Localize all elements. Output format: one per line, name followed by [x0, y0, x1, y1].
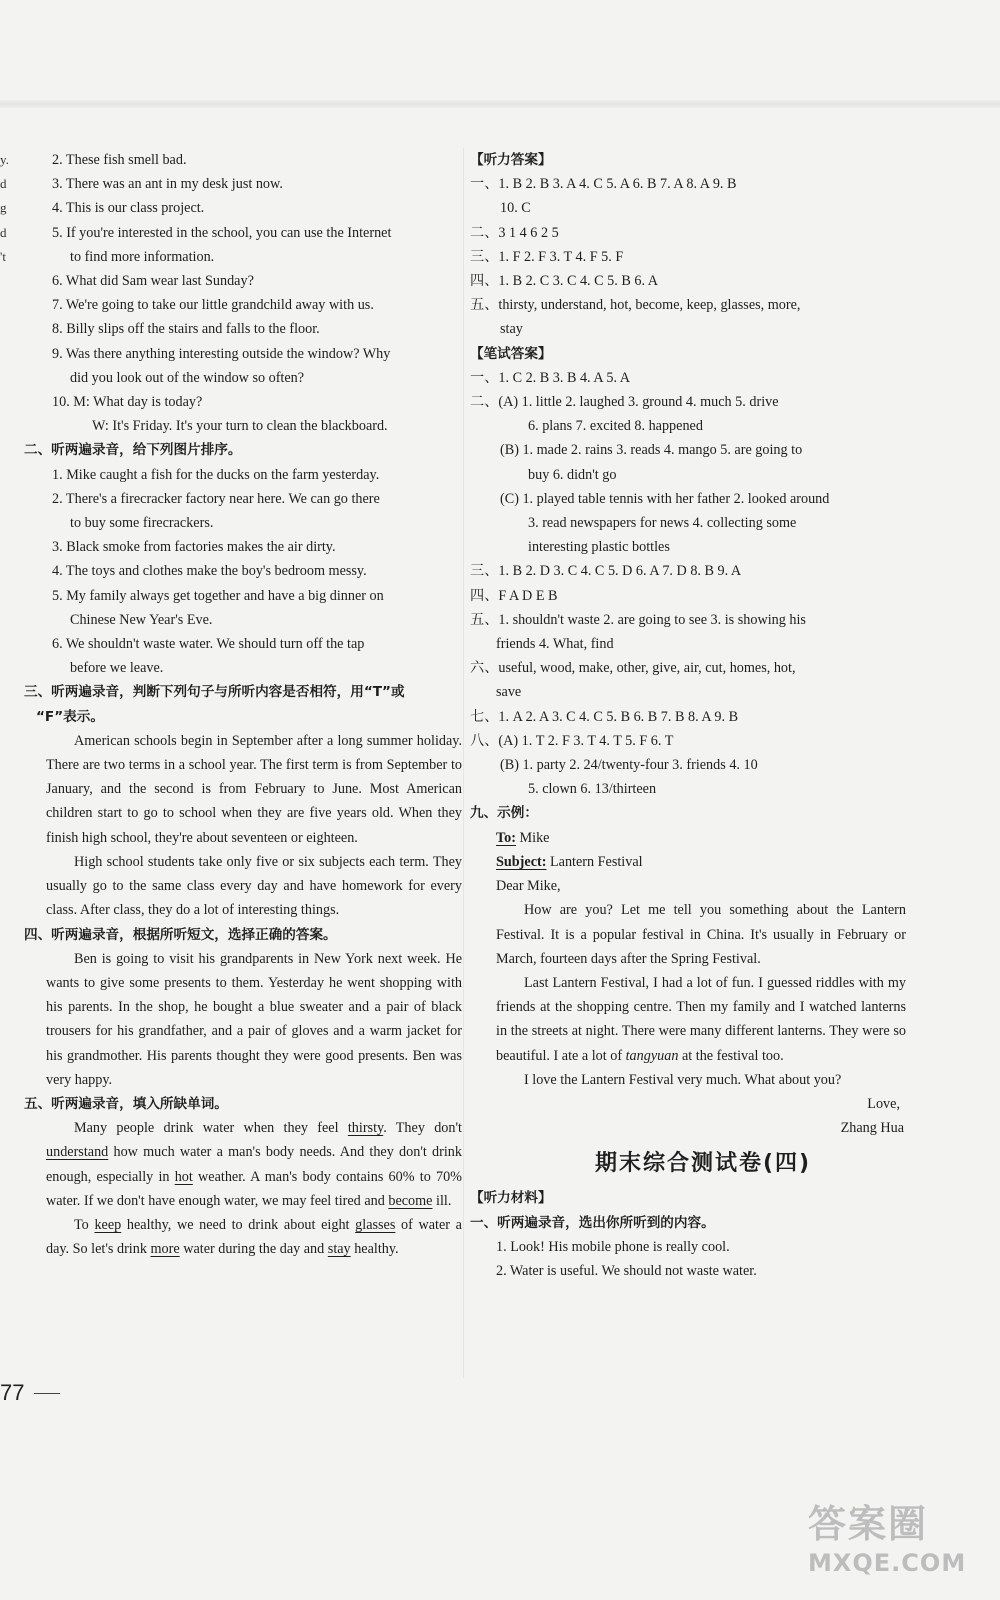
margin-edge-letters: [0, 148, 10, 269]
transcript-line: 5. If you're interested in the school, you can use the Internet: [52, 224, 392, 241]
answer-line: 二、3 1 4 6 2 5: [470, 224, 559, 241]
answer-line: 三、1. B 2. D 3. C 4. C 5. D 6. A 7. D 8. B 9. A: [470, 563, 742, 580]
italic-word: tangyuan: [625, 1047, 679, 1064]
watermark-logo: 答案圈: [808, 1502, 929, 1546]
text-run: healthy.: [350, 1241, 399, 1258]
watermark-url: MXQE.COM: [808, 1549, 967, 1577]
list-item: 5. My family always get together and have a big dinner on: [52, 587, 384, 604]
transcript-line: 4. This is our class project.: [52, 200, 205, 217]
answer-line: 一、1. C 2. B 3. B 4. A 5. A: [470, 369, 631, 386]
answer-line: 二、(A) 1. little 2. laughed 3. ground 4. much 5. drive: [470, 394, 779, 411]
email-to-label: To:: [496, 829, 516, 846]
answer-line: stay: [500, 321, 523, 338]
answer-line: (B) 1. made 2. rains 3. reads 4. mango 5. are going to: [500, 442, 803, 459]
edge-letter: g: [0, 200, 7, 216]
email-subject: [470, 850, 906, 874]
section-heading-5: 五、听两遍录音，填入所缺单词。: [24, 1095, 228, 1112]
text-run: how much water a man's body needs. And they don't drink enough, especially in: [46, 1144, 462, 1185]
transcript-line: 2. These fish smell bad.: [52, 152, 187, 168]
list-item: to buy some firecrackers.: [70, 515, 214, 532]
transcript-line: W: It's Friday. It's your turn to clean the blackboard.: [92, 418, 388, 435]
letter-paragraph: [470, 971, 906, 1068]
text-run: Many people drink water when they feel: [74, 1120, 348, 1137]
answer-line: 10. C: [500, 200, 531, 217]
listening-material-heading: 【听力材料】: [470, 1190, 552, 1207]
page-header-rule: [0, 100, 1000, 108]
email-subject-label: Subject:: [496, 853, 547, 870]
text-run: at the festival too.: [678, 1047, 784, 1064]
answer-line: 5. clown 6. 13/thirteen: [528, 781, 657, 798]
edge-letter: 't: [0, 248, 6, 264]
list-item: 1. Mike caught a fish for the ducks on the farm yesterday.: [52, 466, 380, 483]
letter-signature: Zhang Hua: [840, 1120, 904, 1137]
passage-paragraph: American schools begin in September after a long summer holiday. There are two terms in a school year. The first term is from September to January, and the second is from February to June. Most American children start to go to school when they are five years old. When they finish high school, they're about seventeen or eighteen.: [46, 732, 462, 846]
right-column: [470, 148, 906, 1283]
page-number: 77: [0, 1380, 25, 1405]
text-run: To: [74, 1216, 95, 1233]
filled-blank: hot: [174, 1168, 193, 1185]
passage-paragraph: [24, 1116, 462, 1213]
answer-line: 6. plans 7. excited 8. happened: [528, 418, 703, 435]
transcript-line: 6. What did Sam wear last Sunday?: [52, 273, 254, 290]
text-run: Last Lantern Festival, I had a lot of fun. I guessed riddles with my friends at the shopping centre. Then my family and I watched lanterns in the streets at night. There were many different lanterns. They were so beautiful. I ate a lot of: [496, 974, 906, 1064]
answer-line: 七、1. A 2. A 3. C 4. C 5. B 6. B 7. B 8. A 9. B: [470, 708, 739, 725]
answer-line: save: [496, 684, 522, 701]
text-run: ill.: [432, 1192, 452, 1209]
transcript-line: 3. There was an ant in my desk just now.: [52, 176, 283, 193]
written-answers-heading: 【笔试答案】: [470, 345, 552, 362]
passage-paragraph: [24, 1213, 462, 1261]
edge-letter: d: [0, 224, 7, 240]
answer-line: 三、1. F 2. F 3. T 4. F 5. F: [470, 248, 624, 265]
answer-line: 五、1. shouldn't waste 2. are going to see 3. is showing his: [470, 611, 806, 628]
filled-blank: understand: [46, 1144, 109, 1161]
filled-blank: keep: [94, 1216, 122, 1233]
answer-line: 五、thirsty, understand, hot, become, keep, glasses, more,: [470, 297, 801, 314]
list-item: 4. The toys and clothes make the boy's bedroom messy.: [52, 563, 367, 580]
filled-blank: thirsty: [347, 1120, 384, 1137]
listening-answers-heading: 【听力答案】: [470, 152, 552, 168]
list-item: before we leave.: [70, 660, 164, 677]
list-item: 3. Black smoke from factories makes the air dirty.: [52, 539, 336, 556]
answer-line: (B) 1. party 2. 24/twenty-four 3. friends 4. 10: [500, 757, 758, 774]
transcript-line: 10. M: What day is today?: [52, 394, 203, 411]
transcript-line: did you look out of the window so often?: [70, 369, 305, 386]
answer-line: 八、(A) 1. T 2. F 3. T 4. T 5. F 6. T: [470, 732, 674, 749]
section-heading-3-cont: “F”表示。: [36, 708, 104, 725]
answer-line: 一、1. B 2. B 3. A 4. C 5. A 6. B 7. A 8. A 9. B: [470, 176, 737, 193]
transcript-line: 1. Look! His mobile phone is really cool.: [496, 1238, 730, 1255]
edge-letter: y.: [0, 152, 9, 167]
section-heading-3: 三、听两遍录音，判断下列句子与所听内容是否相符，用“T”或: [24, 684, 405, 701]
transcript-line: 2. Water is useful. We should not waste water.: [496, 1262, 757, 1279]
list-item: Chinese New Year's Eve.: [70, 611, 213, 628]
letter-paragraph: I love the Lantern Festival very much. What about you?: [524, 1071, 842, 1088]
letter-paragraph: How are you? Let me tell you something about the Lantern Festival. It is a popular festival in China. It's usually in February or March, fourteen days after the Spring Festival.: [496, 902, 906, 967]
answer-line: friends 4. What, find: [496, 636, 614, 653]
transcript-line: 8. Billy slips off the stairs and falls to the floor.: [52, 321, 320, 338]
filled-blank: become: [388, 1192, 433, 1209]
section-heading-9: 九、示例：: [470, 805, 538, 822]
section-heading-2: 二、听两遍录音，给下列图片排序。: [24, 442, 242, 459]
email-subject-value: Lantern Festival: [546, 853, 643, 870]
text-run: water during the day and: [179, 1241, 328, 1258]
letter-greeting: Dear Mike,: [496, 878, 561, 895]
email-to-value: Mike: [515, 829, 550, 846]
filled-blank: glasses: [355, 1216, 396, 1233]
list-item: 6. We shouldn't waste water. We should turn off the tap: [52, 636, 365, 653]
passage-paragraph: High school students take only five or six subjects each term. They usually go to the same class every day and have homework for every class. After class, they do a lot of interesting things.: [46, 853, 462, 919]
transcript-line: 9. Was there anything interesting outside the window? Why: [52, 345, 391, 362]
list-item: 2. There's a firecracker factory near here. We can go there: [52, 490, 380, 507]
column-divider: [463, 148, 464, 1378]
passage-paragraph: Ben is going to visit his grandparents in New York next week. He wants to give some presents to them. Yesterday he went shopping with his parents. In the shop, he bought a blue sweater and a pair of black trousers for his grandfather, and a pair of gloves and a warm jacket for his grandmother. His parents thought they were good presents. Ben was very happy.: [46, 950, 462, 1088]
answer-line: 3. read newspapers for news 4. collecting some: [528, 515, 797, 532]
section-title: 期末综合测试卷(四): [594, 1151, 812, 1177]
section-heading-1: 一、听两遍录音，选出你所听到的内容。: [470, 1214, 715, 1231]
email-to: [470, 826, 906, 850]
answer-line: 四、F A D E B: [470, 587, 558, 604]
text-run: weather. A man's body contains 60% to 70% water. If we don't have enough water, we may feel tired and: [46, 1168, 462, 1209]
watermark: [808, 1500, 978, 1590]
transcript-line: to find more information.: [70, 248, 215, 265]
filled-blank: stay: [327, 1241, 351, 1258]
letter-closing: Love,: [867, 1095, 900, 1112]
text-run: of water a day. So let's drink: [46, 1216, 462, 1258]
section-heading-4: 四、听两遍录音，根据所听短文，选择正确的答案。: [24, 926, 337, 943]
answer-line: buy 6. didn't go: [528, 466, 617, 483]
answer-line: (C) 1. played table tennis with her father 2. looked around: [500, 490, 830, 507]
transcript-line: 7. We're going to take our little grandchild away with us.: [52, 297, 374, 314]
answer-line: interesting plastic bottles: [528, 539, 670, 556]
text-run: . They don't: [383, 1120, 462, 1137]
answer-line: 六、useful, wood, make, other, give, air, cut, homes, hot,: [470, 660, 796, 677]
page-number-rule: [34, 1393, 60, 1394]
filled-blank: more: [150, 1241, 180, 1258]
left-column: [24, 148, 462, 1261]
text-run: healthy, we need to drink about eight: [121, 1216, 356, 1233]
answer-line: 四、1. B 2. C 3. C 4. C 5. B 6. A: [470, 273, 659, 290]
edge-letter: d: [0, 176, 7, 192]
